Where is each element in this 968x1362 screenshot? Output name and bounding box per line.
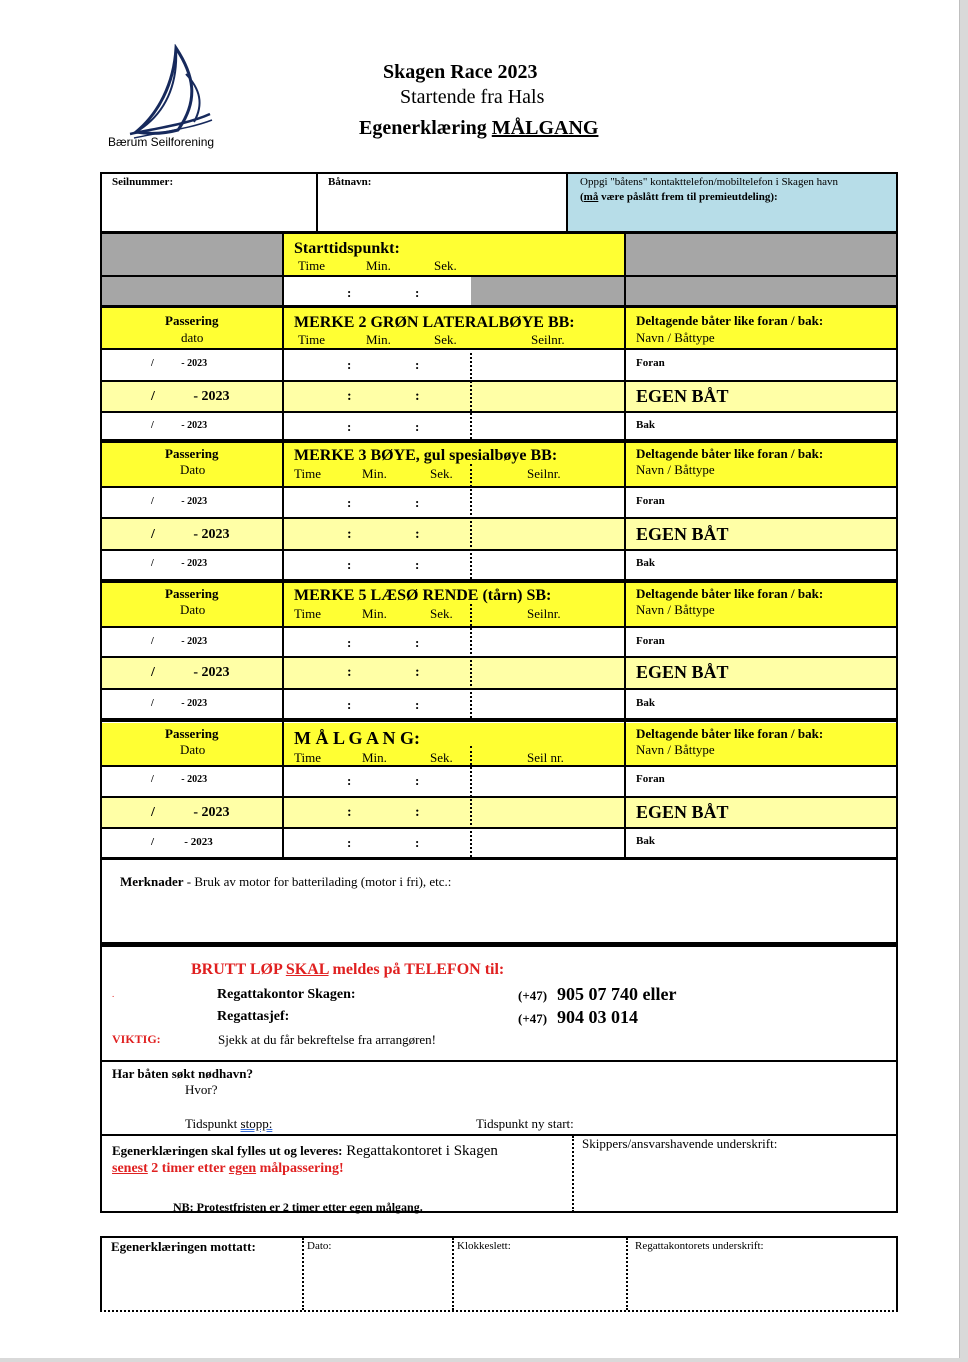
table-top-border — [100, 172, 898, 174]
s1-seilnr-label: Seilnr. — [531, 332, 565, 347]
start-gray-right-2 — [625, 277, 896, 305]
s2-min-label: Min. — [362, 466, 387, 481]
s4-line-a — [100, 765, 898, 767]
s4-right-sub: Navn / Båttype — [636, 742, 715, 757]
s3-row1-date: / - 2023 — [151, 636, 208, 647]
s3-mark-title: MERKE 5 LÆSØ RENDE (tårn) SB: — [294, 587, 552, 604]
s1-sek-label: Sek. — [434, 332, 457, 347]
brutt-skal: SKAL — [285, 961, 329, 978]
s3-line-b — [100, 656, 898, 658]
s1-row3-right: Bak — [636, 419, 655, 431]
s4-dotted — [470, 746, 472, 857]
received-klokkeslett: Klokkeslett: — [457, 1240, 511, 1252]
regattakontor-label: Regattakontor Skagen: — [217, 987, 356, 1002]
received-dato-field[interactable] — [305, 1256, 450, 1308]
s3-pass-label: Passering — [165, 586, 219, 601]
s2-line-end — [100, 579, 898, 583]
received-dot-3 — [626, 1238, 628, 1310]
regattakontor-prefix: (+47) — [518, 988, 548, 1003]
s2-sek-label: Sek. — [430, 466, 453, 481]
s3-row2-right: EGEN BÅT — [636, 662, 729, 682]
race-subtitle: Startende fra Hals — [400, 86, 545, 108]
s1-line-a — [100, 348, 898, 350]
s1-line-b — [100, 380, 898, 382]
s3-line-end — [100, 718, 898, 722]
s4-row3-date: / - 2023 — [151, 836, 213, 848]
s2-row2-right: EGEN BÅT — [636, 524, 729, 544]
stopp-prefix: Tidspunkt — [185, 1116, 241, 1131]
remarks-bottom — [100, 942, 898, 947]
received-right — [896, 1236, 898, 1312]
regattasjef-number: 904 03 014 — [557, 1007, 638, 1027]
nodhavn-hvor: Hvor? — [185, 1082, 218, 1097]
sailboat-logo-icon — [108, 44, 228, 139]
start-title: Starttidspunkt: — [294, 240, 400, 257]
start-time-field[interactable] — [285, 278, 470, 304]
s1-row2-colon2: : — [415, 389, 420, 404]
skipper-signature-label: Skippers/ansvarshavende underskrift: — [582, 1136, 778, 1151]
delivery-dotted — [572, 1136, 574, 1212]
s3-row2-colon2: : — [415, 665, 420, 680]
s2-row3-colon1: : — [347, 557, 352, 572]
stopp-word: stopp: — [240, 1116, 273, 1131]
s4-date-label: Dato — [180, 742, 206, 757]
s4-row3-colon1: : — [347, 835, 352, 850]
s1-row1-colon1: : — [347, 357, 352, 372]
document-title-prefix: Egenerklæring — [359, 117, 492, 139]
s1-right-sub: Navn / Båttype — [636, 330, 715, 345]
s2-row1-date: / - 2023 — [151, 496, 208, 507]
s2-time-label: Time — [294, 466, 321, 481]
s3-row3-colon1: : — [347, 697, 352, 712]
s2-dotted — [470, 464, 472, 579]
start-gray-left-2 — [102, 277, 283, 305]
s4-row2-right: EGEN BÅT — [636, 802, 729, 822]
contact-label-line1: Oppgi "båtens" kontakttelefon/mobiltelefon i Skagen havn — [580, 176, 838, 188]
s1-min-label: Min. — [366, 332, 391, 347]
contact-phone-field[interactable] — [569, 207, 895, 229]
top-divider-2 — [566, 172, 568, 232]
start-colon-2: : — [415, 285, 420, 300]
brutt-prefix: BRUTT LØP — [191, 961, 286, 978]
delivery-mid2: målpassering! — [256, 1161, 344, 1176]
s2-date-label: Dato — [180, 462, 206, 477]
s4-row1-date: / - 2023 — [151, 774, 208, 785]
delivery-egen: egen — [228, 1161, 257, 1176]
received-dot-2 — [452, 1238, 454, 1310]
s4-pass-label: Passering — [165, 726, 219, 741]
seilnummer-label: Seilnummer: — [112, 176, 174, 188]
brutt-dot: . — [112, 989, 115, 999]
s2-line-b — [100, 517, 898, 519]
start-time-label: Time — [298, 258, 325, 273]
delivery-senest: senest — [112, 1161, 148, 1176]
s3-row1-colon1: : — [347, 635, 352, 650]
s3-row3-colon2: : — [415, 697, 420, 712]
contact-line2-rest: være påslått frem til premieutdeling): — [598, 191, 778, 203]
s2-row1-colon1: : — [347, 495, 352, 510]
s3-row2-date: / - 2023 — [151, 665, 230, 680]
s2-row2-colon1: : — [347, 527, 352, 542]
s4-mark-title: M Å L G A N G: — [294, 728, 421, 748]
s1-pass-label: Passering — [165, 313, 219, 328]
s1-mark-title: MERKE 2 GRØN LATERALBØYE BB: — [294, 314, 575, 331]
s1-dotted — [470, 348, 472, 439]
s4-row1-right: Foran — [636, 773, 665, 785]
s4-row3-colon2: : — [415, 835, 420, 850]
top-row-bottom — [100, 231, 898, 234]
regattasjef-label: Regattasjef: — [217, 1009, 290, 1024]
nodhavn-bottom — [100, 1134, 898, 1136]
s3-row3-right: Bak — [636, 697, 655, 709]
club-logo — [108, 44, 228, 152]
s1-row3-colon2: : — [415, 419, 420, 434]
skipper-signature-field[interactable] — [576, 1155, 894, 1209]
start-gray-mid-2 — [471, 277, 624, 305]
remarks-heading — [120, 875, 451, 888]
delivery-nb: NB: Protestfristen er 2 timer etter egen målgang. — [173, 1200, 423, 1214]
batnavn-label: Båtnavn: — [328, 176, 372, 188]
s1-row1-date: / - 2023 — [151, 358, 208, 369]
received-signature-field[interactable] — [629, 1256, 894, 1308]
s4-line-c — [100, 827, 898, 829]
s1-row1-colon2: : — [415, 357, 420, 372]
nodhavn-question: Har båten søkt nødhavn? — [112, 1066, 253, 1081]
s3-sek-label: Sek. — [430, 606, 453, 621]
received-klokkeslett-field[interactable] — [455, 1256, 624, 1308]
s2-seilnr-label: Seilnr. — [527, 466, 561, 481]
s3-row3-date: / - 2023 — [151, 698, 208, 709]
delivery-line1 — [112, 1144, 498, 1159]
regattakontor-number: 905 07 740 eller — [557, 984, 677, 1004]
start-colon-1: : — [347, 285, 352, 300]
document-title-underlined: MÅLGANG — [491, 117, 599, 139]
s2-line-c — [100, 549, 898, 551]
s4-min-label: Min. — [362, 750, 387, 765]
regattasjef-prefix: (+47) — [518, 1011, 548, 1026]
received-label: Egenerklæringen mottatt: — [111, 1239, 256, 1254]
delivery-line1-bold: Egenerklæringen skal fylles ut og leveres: — [112, 1143, 343, 1158]
s3-seilnr-label: Seilnr. — [527, 606, 561, 621]
viktig-label: VIKTIG: — [112, 1032, 161, 1046]
s1-date-label: dato — [181, 330, 204, 345]
received-signature: Regattakontorets underskrift: — [635, 1240, 764, 1252]
s4-row1-colon1: : — [347, 773, 352, 788]
top-divider-1 — [316, 172, 318, 232]
s4-row2-colon2: : — [415, 805, 420, 820]
s4-time-label: Time — [294, 750, 321, 765]
s1-line-end — [100, 439, 898, 443]
s2-row2-date: / - 2023 — [151, 527, 230, 542]
s3-line-c — [100, 688, 898, 690]
s1-line-c — [100, 411, 898, 413]
received-left — [100, 1236, 102, 1312]
batnavn-field[interactable] — [319, 193, 565, 229]
received-bottom — [100, 1310, 898, 1312]
remarks-text: - Bruk av motor for batterilading (motor i fri), etc.: — [186, 874, 452, 889]
s2-right-title: Deltagende båter like foran / bak: — [636, 446, 824, 461]
s1-right-title: Deltagende båter like foran / bak: — [636, 313, 824, 328]
s1-time-label: Time — [298, 332, 325, 347]
nodhavn-stopp — [185, 1117, 272, 1130]
start-min-label: Min. — [366, 258, 391, 273]
s3-line-a — [100, 626, 898, 628]
s3-row1-colon2: : — [415, 635, 420, 650]
s4-row2-colon1: : — [347, 805, 352, 820]
s1-row2-right: EGEN BÅT — [636, 386, 729, 406]
remarks-label: Merknader — [120, 874, 184, 889]
remarks-field[interactable] — [103, 893, 895, 939]
received-top — [100, 1236, 898, 1238]
nodhavn-field[interactable] — [240, 1083, 890, 1099]
s1-row1-right: Foran — [636, 357, 665, 369]
contact-label-line2 — [580, 192, 778, 203]
s2-line-a — [100, 486, 898, 488]
start-line-1 — [100, 275, 898, 277]
table-left-border — [100, 172, 102, 1213]
race-title: Skagen Race 2023 — [383, 61, 538, 83]
table-right-border — [896, 172, 898, 1213]
brutt-heading — [191, 962, 504, 978]
s1-row3-colon1: : — [347, 419, 352, 434]
start-sek-label: Sek. — [434, 258, 457, 273]
s3-dotted — [470, 604, 472, 718]
logo-text: Bærum Seilforening — [108, 135, 215, 149]
brutt-suffix: meldes på TELEFON til: — [328, 961, 505, 978]
s1-row3-date: / - 2023 — [151, 420, 208, 431]
s3-min-label: Min. — [362, 606, 387, 621]
s2-row2-colon2: : — [415, 527, 420, 542]
delivery-line2 — [112, 1162, 344, 1176]
delivery-mid1: 2 timer etter — [147, 1161, 229, 1176]
contact-open-paren: ( — [580, 191, 584, 203]
s4-seilnr-label: Seil nr. — [527, 750, 564, 765]
document-title — [359, 118, 598, 138]
s3-date-label: Dato — [180, 602, 206, 617]
brutt-bottom — [100, 1060, 898, 1062]
s4-line-b — [100, 796, 898, 798]
s2-pass-label: Passering — [165, 446, 219, 461]
received-dato: Dato: — [307, 1240, 332, 1252]
s2-right-sub: Navn / Båttype — [636, 462, 715, 477]
s3-right-title: Deltagende båter like foran / bak: — [636, 586, 824, 601]
start-gray-right — [625, 234, 896, 275]
viktig-text: Sjekk at du får bekreftelse fra arrangøren! — [218, 1032, 436, 1047]
s1-row2-date: / - 2023 — [151, 389, 230, 404]
s3-right-sub: Navn / Båttype — [636, 602, 715, 617]
s2-row1-colon2: : — [415, 495, 420, 510]
s2-mark-title: MERKE 3 BØYE, gul spesialbøye BB: — [294, 447, 558, 464]
s3-row2-colon1: : — [347, 665, 352, 680]
s3-time-label: Time — [294, 606, 321, 621]
s4-sek-label: Sek. — [430, 750, 453, 765]
delivery-line1-normal: Regattakontoret i Skagen — [342, 1143, 498, 1159]
received-dot-1 — [302, 1238, 304, 1310]
nodhavn-ny-start: Tidspunkt ny start: — [476, 1116, 574, 1131]
start-gray-left — [102, 234, 283, 275]
s4-row3-right: Bak — [636, 835, 655, 847]
s4-row2-date: / - 2023 — [151, 805, 230, 820]
s1-row2-colon1: : — [347, 389, 352, 404]
s2-row1-right: Foran — [636, 495, 665, 507]
s3-row1-right: Foran — [636, 635, 665, 647]
start-line-2 — [100, 305, 898, 308]
contact-ma: må — [583, 191, 599, 203]
s2-row3-date: / - 2023 — [151, 558, 208, 569]
s4-line-end — [100, 857, 898, 860]
s2-row3-colon2: : — [415, 557, 420, 572]
seilnummer-field[interactable] — [103, 193, 315, 229]
s4-right-title: Deltagende båter like foran / bak: — [636, 726, 824, 741]
s2-row3-right: Bak — [636, 557, 655, 569]
s4-row1-colon2: : — [415, 773, 420, 788]
